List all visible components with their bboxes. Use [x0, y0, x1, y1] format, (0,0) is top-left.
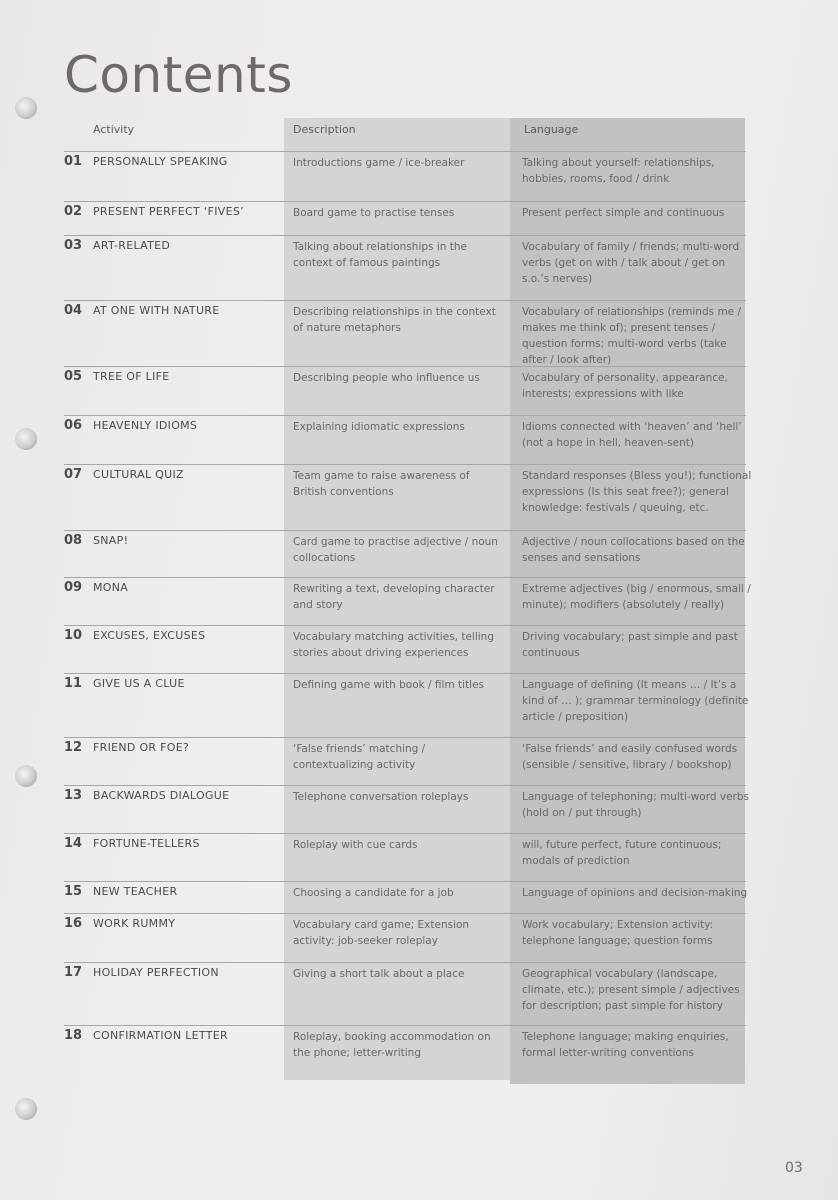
activity-title: FORTUNE-TELLERS: [93, 837, 200, 850]
activity-description: Giving a short talk about a place: [293, 968, 465, 980]
activity-description: Choosing a candidate for a job: [293, 887, 454, 899]
page-number: 03: [785, 1160, 803, 1176]
table-row: [64, 577, 751, 625]
activity-description: Roleplay with cue cards: [293, 839, 418, 851]
activity-number: 09: [64, 580, 83, 595]
activity-title: AT ONE WITH NATURE: [93, 304, 220, 317]
activity-number: 04: [64, 303, 83, 318]
table-row: [64, 1025, 746, 1080]
table-row: [64, 785, 749, 833]
table-row: [64, 151, 746, 201]
activity-title: HEAVENLY IDIOMS: [93, 419, 198, 432]
activity-number: 05: [64, 369, 83, 384]
activity-title: TREE OF LIFE: [93, 370, 170, 383]
table-row: [64, 300, 746, 366]
activity-language: Standard responses (Bless you!); functional expressions (Is this seat free?); general knowledge: festivals / queuing, etc.: [522, 470, 752, 514]
activity-description: Rewriting a text, developing character and story: [293, 583, 495, 611]
activity-number: 16: [64, 916, 83, 931]
activity-number: 02: [64, 204, 83, 219]
row-divider: [64, 785, 746, 786]
activity-language: Language of telephoning; multi-word verbs (hold on / put through): [522, 791, 749, 819]
activity-language: will, future perfect, future continuous; modals of prediction: [522, 839, 722, 867]
activity-description: Vocabulary matching activities, telling stories about driving experiences: [293, 631, 494, 659]
activity-number: 08: [64, 533, 83, 548]
activity-description: Introductions game / ice-breaker: [293, 157, 465, 169]
activity-title: ART-RELATED: [93, 239, 171, 252]
activity-title: HOLIDAY PERFECTION: [93, 966, 219, 979]
activity-language: ‘False friends’ and easily confused words (sensible / sensitive, library / bookshop): [522, 743, 738, 771]
activity-language: Language of defining (It means … / It’s a kind of … ); grammar terminology (definite article / preposition): [522, 679, 749, 723]
activity-description: Explaining idiomatic expressions: [293, 421, 465, 433]
activity-description: Card game to practise adjective / noun collocations: [293, 536, 498, 564]
punch-hole: [15, 765, 37, 787]
row-divider: [64, 415, 746, 416]
activity-title: BACKWARDS DIALOGUE: [93, 789, 230, 802]
activity-title: WORK RUMMY: [93, 917, 176, 930]
activity-title: PERSONALLY SPEAKING: [93, 155, 228, 168]
row-divider: [64, 881, 746, 882]
row-divider: [64, 625, 746, 626]
activity-language: Vocabulary of family / friends; multi-word verbs (get on with / talk about / get on s.o.’s nerves): [522, 241, 740, 285]
activity-description: Board game to practise tenses: [293, 207, 455, 219]
activity-number: 13: [64, 788, 83, 803]
table-row: [64, 366, 746, 415]
activity-title: SNAP!: [93, 534, 129, 547]
activity-title: GIVE US A CLUE: [93, 677, 185, 690]
activity-title: EXCUSES, EXCUSES: [93, 629, 206, 642]
activity-number: 01: [64, 154, 83, 169]
row-divider: [64, 962, 746, 963]
row-divider: [64, 737, 746, 738]
activity-language: Talking about yourself: relationships, hobbies, rooms, food / drink: [522, 157, 715, 185]
punch-hole: [15, 97, 37, 119]
table-row: [64, 962, 746, 1025]
activity-number: 11: [64, 676, 83, 691]
row-divider: [64, 151, 746, 152]
activity-description: Roleplay, booking accommodation on the phone; letter-writing: [293, 1031, 491, 1059]
table-row: [64, 464, 752, 530]
row-divider: [64, 300, 746, 301]
activity-language: Vocabulary of personality, appearance, interests; expressions with like: [522, 372, 728, 400]
activity-language: Extreme adjectives (big / enormous, small / minute); modifiers (absolutely / really): [522, 583, 751, 611]
row-divider: [64, 366, 746, 367]
activity-description: Describing relationships in the context of nature metaphors: [293, 306, 496, 334]
activity-language: Telephone language; making enquiries, formal letter-writing conventions: [522, 1031, 729, 1059]
activity-title: CULTURAL QUIZ: [93, 468, 184, 481]
activity-title: CONFIRMATION LETTER: [93, 1029, 228, 1042]
activity-number: 07: [64, 467, 83, 482]
activity-description: Defining game with book / film titles: [293, 679, 485, 691]
header-description: Description: [293, 123, 356, 136]
header-language: Language: [524, 123, 579, 136]
table-row: [64, 625, 746, 673]
table-row: [64, 673, 749, 737]
row-divider: [64, 1025, 746, 1026]
row-divider: [64, 577, 746, 578]
activity-language: Present perfect simple and continuous: [522, 207, 725, 219]
table-row: [64, 530, 746, 577]
activity-description: Talking about relationships in the context of famous paintings: [293, 241, 467, 269]
table-row: [64, 415, 746, 464]
activity-title: MONA: [93, 581, 129, 594]
table-row: [64, 913, 746, 962]
activity-number: 17: [64, 965, 83, 980]
activity-description: Describing people who influence us: [293, 372, 480, 384]
activity-number: 10: [64, 628, 83, 643]
activity-description: Vocabulary card game; Extension activity: job-seeker roleplay: [293, 919, 470, 947]
row-divider: [64, 201, 746, 202]
activity-language: Vocabulary of relationships (reminds me / makes me think of); present tenses / question forms; multi-word verbs (take after / look after): [522, 306, 742, 366]
activity-language: Driving vocabulary; past simple and past continuous: [522, 631, 738, 659]
row-divider: [64, 235, 746, 236]
activity-language: Geographical vocabulary (landscape, climate, etc.); present simple / adjectives for description; past simple for history: [522, 968, 740, 1012]
punch-hole: [15, 428, 37, 450]
activity-number: 18: [64, 1028, 83, 1043]
activity-title: NEW TEACHER: [93, 885, 178, 898]
row-divider: [64, 464, 746, 465]
header-activity: Activity: [93, 123, 135, 136]
activity-number: 12: [64, 740, 83, 755]
row-divider: [64, 673, 746, 674]
activity-language: Idioms connected with ‘heaven’ and ‘hell’ (not a hope in hell, heaven-sent): [522, 421, 742, 449]
row-divider: [64, 913, 746, 914]
row-divider: [64, 530, 746, 531]
table-row: [64, 235, 746, 300]
activity-number: 06: [64, 418, 83, 433]
table-row: [64, 737, 746, 785]
activity-number: 14: [64, 836, 83, 851]
punch-hole: [15, 1098, 37, 1120]
row-divider: [64, 833, 746, 834]
activity-title: PRESENT PERFECT ‘FIVES’: [93, 205, 244, 218]
table-row: [64, 833, 746, 881]
activity-title: FRIEND OR FOE?: [93, 741, 190, 754]
activity-description: ‘False friends’ matching / contextualizing activity: [293, 743, 426, 771]
activity-language: Adjective / noun collocations based on the senses and sensations: [522, 536, 745, 564]
table-row: [64, 881, 746, 913]
table-row: [64, 201, 746, 235]
activity-description: Team game to raise awareness of British conventions: [293, 470, 470, 498]
activity-language: Work vocabulary; Extension activity: telephone language; question forms: [522, 919, 714, 947]
activity-language: Language of opinions and decision-making: [522, 887, 748, 899]
activity-description: Telephone conversation roleplays: [293, 791, 469, 803]
activity-number: 03: [64, 238, 83, 253]
page-title: Contents: [64, 46, 293, 104]
activity-number: 15: [64, 884, 83, 899]
